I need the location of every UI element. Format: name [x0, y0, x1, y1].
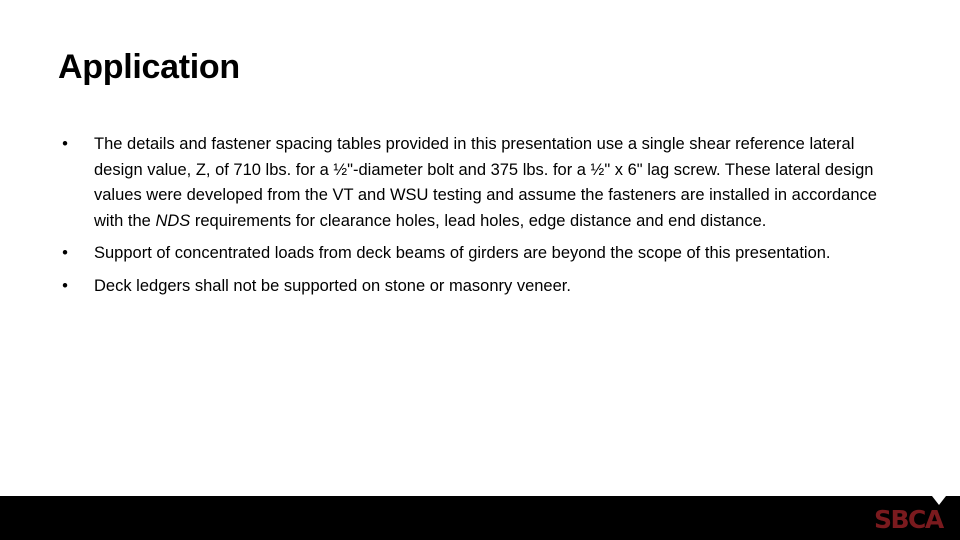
bullet-item [58, 274, 888, 300]
bullet-item [58, 241, 888, 267]
slide-title: Application [58, 48, 240, 86]
bullet-text: Deck ledgers shall not be supported on stone or masonry veneer. [94, 276, 571, 295]
bullet-dot-icon: • [62, 276, 68, 295]
bullet-dot-icon: • [62, 135, 68, 153]
bullet-emphasis: NDS [155, 211, 191, 230]
sbca-logo: SBCA [874, 505, 943, 534]
footer-bar [0, 496, 960, 540]
bullet-text-before: The details and fastener spacing tables provided in this presentation use a single shear reference lateral design value, Z, of 710 lbs. for a ½"-diameter bolt and 375 lbs. for a ½" x 6" lag screw. These lateral design values were developed from the VT and WSU testing and assume the fasteners are installed in accordance with the [94, 135, 877, 230]
bullet-item [58, 132, 888, 234]
bullet-text-after: requirements for clearance holes, lead holes, edge distance and end distance. [190, 211, 767, 230]
bullet-text: Support of concentrated loads from deck beams of girders are beyond the scope of this presentation. [94, 244, 831, 262]
bullet-dot-icon: • [62, 244, 68, 262]
bullet-list [58, 132, 888, 306]
